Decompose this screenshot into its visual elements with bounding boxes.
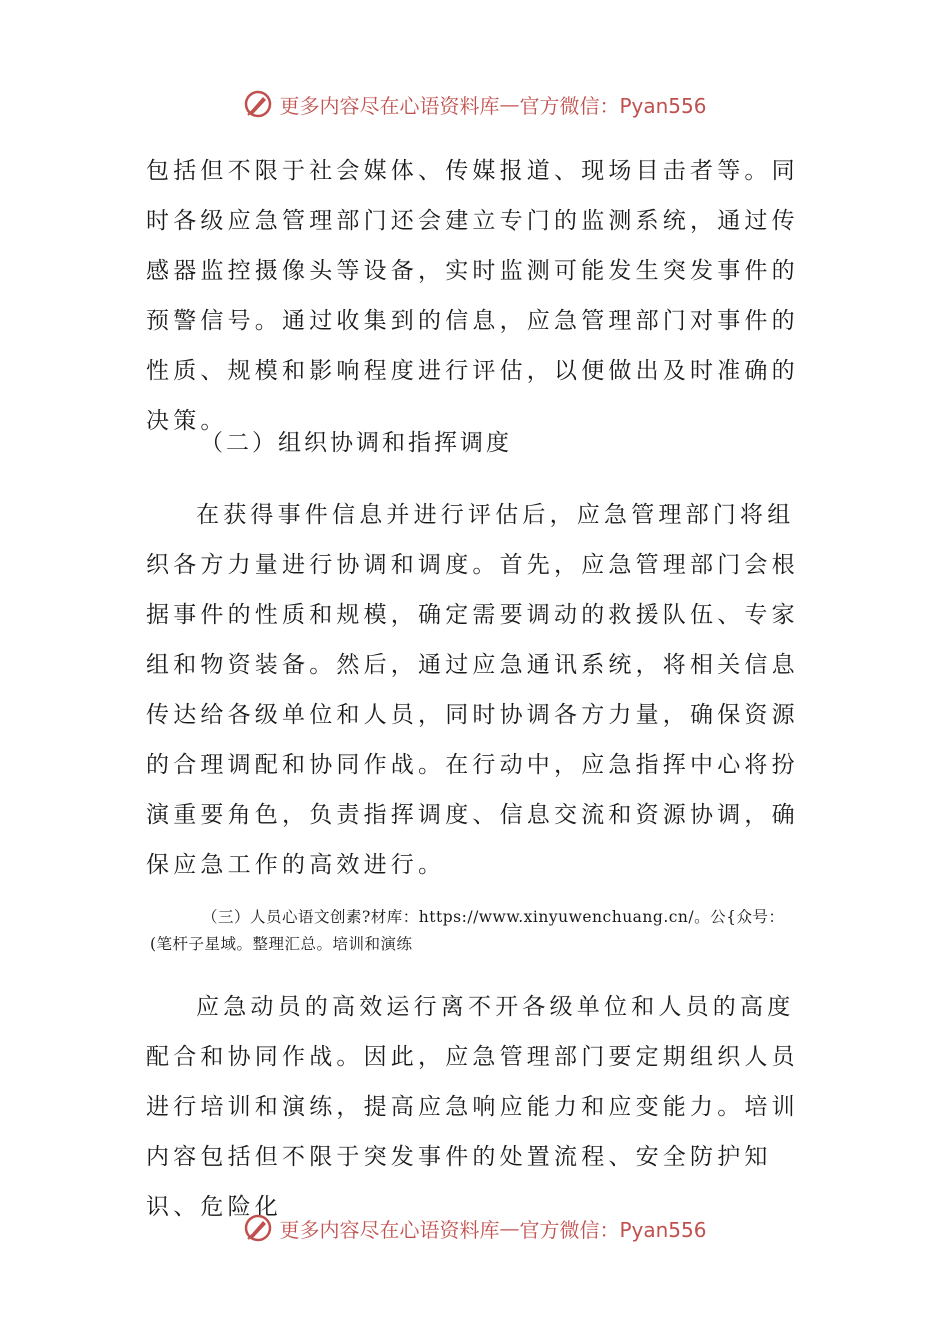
footer-banner-separator: — — [499, 1216, 520, 1240]
footer-banner — [0, 1212, 950, 1244]
banner-separator: — — [499, 92, 520, 116]
note-line-2: (笔杆子星域。整理汇总。培训和演练 — [150, 935, 413, 953]
banner-wechat: 官方微信：Pyan556 — [519, 93, 707, 118]
paragraph-3: 应急动员的高效运行离不开各级单位和人员的高度配合和协同作战。因此，应急管理部门要定期组织人员进行培训和演练，提高应急响应能力和应变能力。培训内容包括但不限于突发事件的处置流程、安全防护知识、危险化 — [146, 994, 799, 1220]
paragraph-2: 在获得事件信息并进行评估后，应急管理部门将组织各方力量进行协调和调度。首先，应急管理部门会根据事件的性质和规模，确定需要调动的救援队伍、专家组和物资装备。然后，通过应急通讯系统，将相关信息传达给各级单位和人员，同时协调各方力量，确保资源的合理调配和协同作战。在行动中，应急指挥中心将扮演重要角色，负责指挥调度、信息交流和资源协调，确保应急工作的高效进行。 — [146, 502, 799, 878]
pen-nib-icon — [243, 1213, 273, 1243]
paragraph-1: 包括但不限于社会媒体、传媒报道、现场目击者等。同时各级应急管理部门还会建立专门的监测系统，通过传感器监控摄像头等设备，实时监测可能发生突发事件的预警信号。通过收集到的信息，应急管理部门对事件的性质、规模和影响程度进行评估，以便做出及时准确的决策。 — [146, 158, 799, 434]
footer-banner-wechat: 官方微信：Pyan556 — [519, 1217, 707, 1242]
note-line-1: （三）人员心语文创素?材库：https://www.xinyuwenchuang.cn/。公{众号： — [202, 908, 785, 926]
header-banner — [0, 88, 950, 120]
banner-text: 更多内容尽在心语资料库 — [279, 93, 500, 118]
section-heading-2: （二）组织协调和指挥调度 — [200, 430, 512, 456]
section-heading-3-note — [146, 904, 826, 958]
pen-nib-icon — [243, 89, 273, 119]
footer-banner-text: 更多内容尽在心语资料库 — [279, 1217, 500, 1242]
